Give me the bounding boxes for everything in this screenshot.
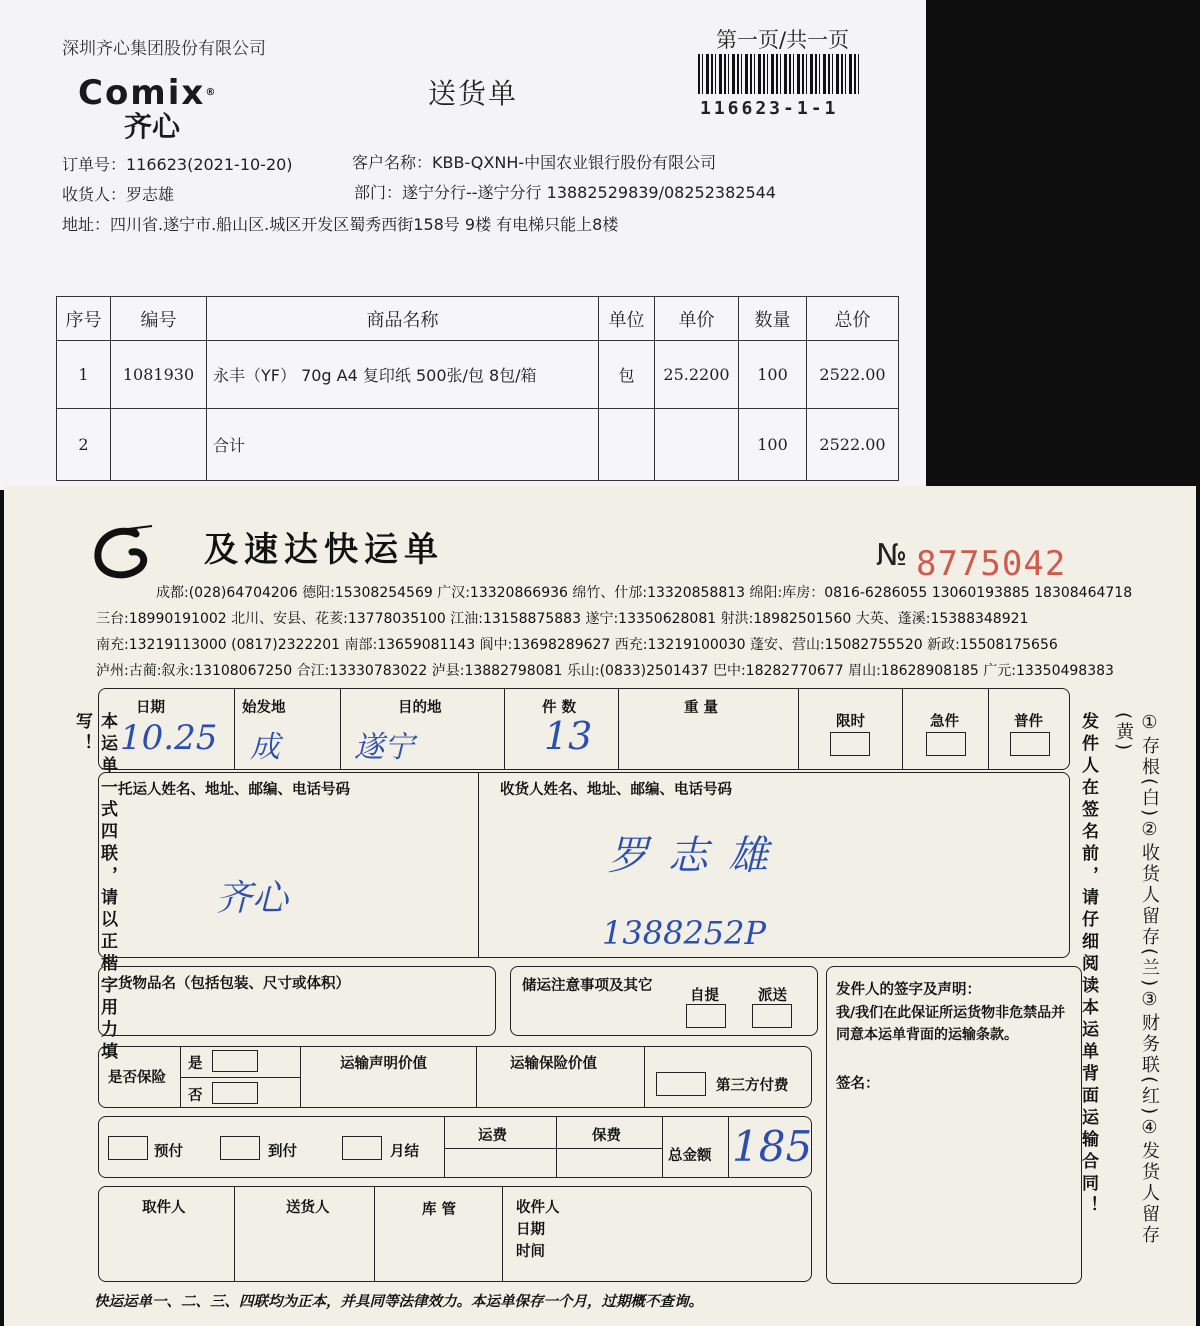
waybill <box>4 486 1196 1326</box>
cell-product: 永丰（YF） 70g A4 复印纸 500张/包 8包/箱 <box>207 341 599 409</box>
insured-no-checkbox[interactable] <box>212 1082 258 1104</box>
declaration-title: 发件人的签字及声明： <box>836 982 981 998</box>
right-contract-note: 发件人在签名前，请仔细阅读本运单背面运输合同！ <box>1078 712 1098 1218</box>
recipient-time-label: 时间 <box>516 1244 545 1260</box>
insured-no-label: 否 <box>188 1088 203 1104</box>
jisuda-logo-icon <box>90 524 160 584</box>
cell-unit <box>599 409 655 481</box>
col-header-code: 编号 <box>111 297 207 341</box>
third-party-pay-checkbox[interactable] <box>656 1072 706 1096</box>
consignee-label: 收货人姓名、地址、邮编、电话号码 <box>500 782 732 798</box>
comix-logo <box>78 73 268 146</box>
total-label: 总金额 <box>668 1148 712 1164</box>
self-pickup-checkbox[interactable] <box>686 1004 726 1028</box>
divider <box>618 688 619 770</box>
shipper-consignee-box <box>98 772 1070 958</box>
company-name: 深圳齐心集团股份有限公司 <box>62 39 266 59</box>
divider <box>444 1116 445 1178</box>
department: 部门：遂宁分行--遂宁分行 13882529839/08252382544 <box>354 183 776 202</box>
express-limited-label: 限时 <box>836 714 865 730</box>
handwritten-destination: 遂宁 <box>354 730 414 765</box>
contact-line: 泸州:古蔺:叙永:13108067250 合江:13330783022 泸县:13882798081 乐山:(0833)2501437 巴中:18282770677 眉山:18628908185 广元:13350498383 <box>96 663 1114 679</box>
shipper-label: 托运人姓名、地址、邮编、电话号码 <box>118 782 350 798</box>
copies-note: ①存根(白)②收货人留存(兰)③财务联(红)④发货人留存(黄) <box>1113 712 1160 1247</box>
cell-seq: 2 <box>57 409 111 481</box>
divider <box>234 1186 235 1282</box>
waybill-number: 8775042 <box>916 544 1067 584</box>
date-label: 日期 <box>136 700 165 716</box>
divider <box>444 1148 662 1149</box>
col-header-seq: 序号 <box>57 297 111 341</box>
pieces-label: 件 数 <box>542 700 577 716</box>
col-header-unit: 单位 <box>599 297 655 341</box>
delivery-items-table <box>56 296 899 481</box>
handwritten-consignee-phone: 1388252P <box>602 914 767 952</box>
handwritten-consignee-name: 罗志雄 <box>608 833 788 879</box>
receiver: 收货人：罗志雄 <box>62 185 175 204</box>
declaration-text: 我/我们在此保证所运货物非危禁品并同意本运单背面的运输条款。 <box>836 1005 1066 1043</box>
col-header-qty: 数量 <box>739 297 807 341</box>
contact-line: 成都:(028)64704206 德阳:15308254569 广汉:13320866936 绵竹、什邡:13320858813 绵阳:库房：0816-6286055 13060193885 18308464718 <box>156 585 1133 601</box>
divider <box>988 688 989 770</box>
registered-mark: ® <box>205 87 218 98</box>
declared-value-label: 运输声明价值 <box>340 1056 427 1072</box>
storage-label: 储运注意事项及其它 <box>522 978 653 994</box>
insured-yes-checkbox[interactable] <box>212 1050 258 1072</box>
customer-name: 客户名称：KBB-QXNH-中国农业银行股份有限公司 <box>352 153 717 172</box>
monthly-label: 月结 <box>390 1144 419 1160</box>
goods-label: 货物品名（包括包装、尺寸或体积） <box>118 976 350 992</box>
divider <box>476 1046 477 1108</box>
warehouse-label: 库 管 <box>422 1202 457 1218</box>
handwritten-origin: 成 <box>250 730 280 765</box>
express-limited-checkbox[interactable] <box>830 732 870 756</box>
signature-label: 签名： <box>836 1076 880 1092</box>
cell-qty: 100 <box>739 341 807 409</box>
contact-line: 三台:18990191002 北川、安县、花荄:13778035100 江油:13158875883 遂宁:13350628081 射洪:18982501560 大英、蓬溪:15388348921 <box>96 611 1029 627</box>
cell-unit: 包 <box>599 341 655 409</box>
logo-chinese: 齐心 <box>124 110 181 143</box>
table-header-row <box>57 297 899 341</box>
divider <box>340 688 341 770</box>
cell-price: 25.2200 <box>655 341 739 409</box>
delivery-note-title: 送货单 <box>428 77 519 110</box>
cell-qty: 100 <box>739 409 807 481</box>
third-party-pay-label: 第三方付费 <box>716 1078 789 1094</box>
freight-label: 运费 <box>478 1128 507 1144</box>
divider <box>662 1116 663 1178</box>
prepaid-label: 预付 <box>154 1144 183 1160</box>
insured-yes-label: 是 <box>188 1056 203 1072</box>
recipient-date-label: 日期 <box>516 1222 545 1238</box>
cell-price <box>655 409 739 481</box>
divider <box>902 688 903 770</box>
contact-line: 南充:13219113000 (0817)2322201 南部:13659081143 阆中:13698289627 西充:13219100030 蓬安、营山:15082755520 新政:15508175656 <box>96 637 1058 653</box>
cell-total: 2522.00 <box>807 341 899 409</box>
cod-checkbox[interactable] <box>220 1136 260 1160</box>
handwritten-shipper: 齐心 <box>216 878 289 919</box>
left-instruction-note: 本运单一式四联，请以正楷字用力填写！ <box>72 712 117 1064</box>
col-header-price: 单价 <box>655 297 739 341</box>
divider <box>644 1046 645 1108</box>
logo-latin <box>78 73 268 113</box>
handwritten-pieces: 13 <box>544 714 593 758</box>
waybill-footer-note: 快运运单一、二、三、四联均为正本，并具同等法律效力。本运单保存一个月，过期概不查询。 <box>94 1294 703 1310</box>
handwritten-date: 10.25 <box>120 718 218 758</box>
waybill-number-label: № <box>876 538 908 573</box>
divider <box>300 1046 301 1108</box>
origin-label: 始发地 <box>242 700 286 716</box>
prepaid-checkbox[interactable] <box>108 1136 148 1160</box>
divider <box>556 1116 557 1178</box>
handwritten-total: 185 <box>732 1122 813 1171</box>
self-pickup-label: 自提 <box>690 988 719 1004</box>
table-row-sum <box>57 409 899 481</box>
express-urgent-label: 急件 <box>930 714 959 730</box>
divider <box>502 1186 503 1282</box>
insured-label: 是否保险 <box>108 1070 166 1086</box>
recipient-label: 收件人 <box>516 1200 560 1216</box>
monthly-checkbox[interactable] <box>342 1136 382 1160</box>
insured-value-label: 运输保险价值 <box>510 1056 597 1072</box>
cell-product: 合计 <box>207 409 599 481</box>
address: 地址：四川省.遂宁市.船山区.城区开发区蜀秀西街158号 9楼 有电梯只能上8楼 <box>62 215 619 234</box>
table-row <box>57 341 899 409</box>
divider <box>180 1077 300 1078</box>
divider <box>728 1116 729 1178</box>
order-number: 订单号：116623(2021-10-20) <box>62 155 293 174</box>
cell-seq: 1 <box>57 341 111 409</box>
waybill-title: 及速达快运单 <box>204 530 444 570</box>
col-header-total: 总价 <box>807 297 899 341</box>
delivery-note <box>0 0 926 490</box>
express-urgent-checkbox[interactable] <box>926 732 966 756</box>
divider <box>798 688 799 770</box>
dispatch-checkbox[interactable] <box>752 1004 792 1028</box>
barcode-icon <box>698 54 860 94</box>
barcode-number: 116623-1-1 <box>700 98 839 119</box>
cell-total: 2522.00 <box>807 409 899 481</box>
page-info: 第一页/共一页 <box>716 28 850 52</box>
col-header-product: 商品名称 <box>207 297 599 341</box>
delivery-person-label: 送货人 <box>286 1200 330 1216</box>
express-normal-checkbox[interactable] <box>1010 732 1050 756</box>
cell-code: 1081930 <box>111 341 207 409</box>
destination-label: 目的地 <box>398 700 442 716</box>
logo-latin-text: Comix <box>78 73 206 113</box>
pickup-person-label: 取件人 <box>142 1200 186 1216</box>
divider <box>234 688 235 770</box>
cell-code <box>111 409 207 481</box>
dispatch-label: 派送 <box>758 988 787 1004</box>
divider <box>504 688 505 770</box>
express-normal-label: 普件 <box>1014 714 1043 730</box>
divider <box>374 1186 375 1282</box>
divider <box>478 772 479 958</box>
weight-label: 重 量 <box>684 700 719 716</box>
cod-label: 到付 <box>268 1144 297 1160</box>
insurance-fee-label: 保费 <box>592 1128 621 1144</box>
